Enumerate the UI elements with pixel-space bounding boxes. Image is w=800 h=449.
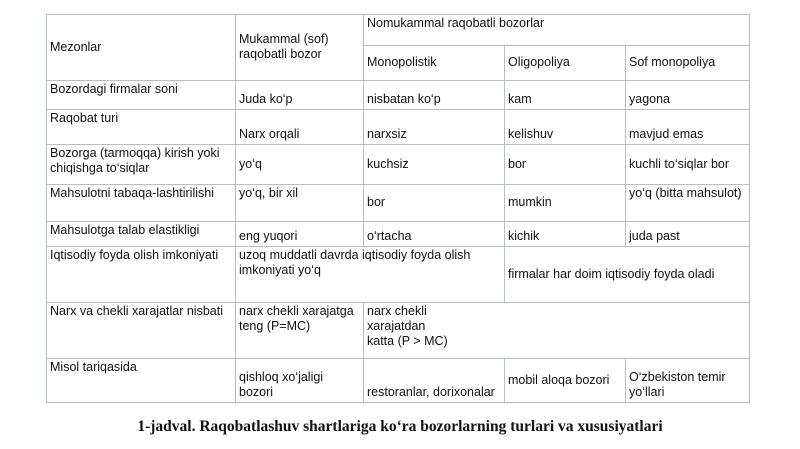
cell-pure-monopoly: yo‘q (bitta mahsulot) bbox=[626, 185, 750, 222]
cell-oligopoly: bor bbox=[505, 145, 626, 185]
row-criterion: Bozorga (tarmoqqa) kirish yoki chiqishga to‘siqlar bbox=[47, 145, 236, 185]
cell-oligopoly: kelishuv bbox=[505, 110, 626, 145]
market-types-table-container bbox=[46, 14, 749, 403]
cell-monopolistic: kuchsiz bbox=[364, 145, 505, 185]
cell-pure-monopoly: juda past bbox=[626, 222, 750, 247]
cell-oligopoly: kam bbox=[505, 81, 626, 110]
table-caption: 1-jadval. Raqobatlashuv shartlariga ko‘ra bozorlarning turlari va xususiyatlari bbox=[137, 418, 663, 435]
cell-monopolistic: nisbatan ko‘p bbox=[364, 81, 505, 110]
cell-monopolistic: o‘rtacha bbox=[364, 222, 505, 247]
cell-pure-monopoly: O‘zbekiston temir yo‘llari bbox=[626, 359, 750, 403]
header-pure-monopoly: Sof monopoliya bbox=[626, 46, 750, 81]
header-oligopoly: Oligopoliya bbox=[505, 46, 626, 81]
table-row bbox=[47, 222, 750, 247]
cell-monopolistic: bor bbox=[364, 185, 505, 222]
cell-pure-monopoly: yagona bbox=[626, 81, 750, 110]
cell-imperfect-merged: firmalar har doim iqtisodiy foyda oladi bbox=[505, 247, 750, 303]
cell-pure-monopoly: kuchli to‘siqlar bor bbox=[626, 145, 750, 185]
header-imperfect-competition: Nomukammal raqobatli bozorlar bbox=[364, 15, 750, 46]
header-criteria: Mezonlar bbox=[47, 15, 236, 81]
table-row bbox=[47, 359, 750, 403]
table-row bbox=[47, 247, 750, 303]
cell-perfect: qishloq xo‘jaligi bozori bbox=[236, 359, 364, 403]
cell-oligopoly: mobil aloqa bozori bbox=[505, 359, 626, 403]
header-row-1 bbox=[47, 15, 750, 46]
table-row bbox=[47, 303, 750, 359]
row-criterion: Misol tariqasida bbox=[47, 359, 236, 403]
market-types-table bbox=[46, 14, 750, 403]
table-row bbox=[47, 185, 750, 222]
table-row bbox=[47, 110, 750, 145]
cell-monopolistic: narxsiz bbox=[364, 110, 505, 145]
cell-perfect: narx chekli xarajatga teng (P=MC) bbox=[236, 303, 364, 359]
row-criterion: Narx va chekli xarajatlar nisbati bbox=[47, 303, 236, 359]
cell-oligopoly: kichik bbox=[505, 222, 626, 247]
row-criterion: Mahsulotni tabaqa-lashtirilishi bbox=[47, 185, 236, 222]
header-perfect-competition: Mukammal (sof) raqobatli bozor bbox=[236, 15, 364, 81]
cell-monopolistic: restoranlar, dorixonalar bbox=[364, 359, 505, 403]
row-criterion: Bozordagi firmalar soni bbox=[47, 81, 236, 110]
cell-pure-monopoly: mavjud emas bbox=[626, 110, 750, 145]
cell-perfect: Narx orqali bbox=[236, 110, 364, 145]
cell-imperfect-merged: narx chekli xarajatdan katta (P > MC) bbox=[364, 303, 750, 359]
cell-perfect: eng yuqori bbox=[236, 222, 364, 247]
table-row bbox=[47, 81, 750, 110]
cell-perfect: yo‘q bbox=[236, 145, 364, 185]
header-monopolistic: Monopolistik bbox=[364, 46, 505, 81]
row-criterion: Iqtisodiy foyda olish imkoniyati bbox=[47, 247, 236, 303]
cell-oligopoly: mumkin bbox=[505, 185, 626, 222]
table-row bbox=[47, 145, 750, 185]
row-criterion: Raqobat turi bbox=[47, 110, 236, 145]
cell-perfect: Juda ko‘p bbox=[236, 81, 364, 110]
cell-perfect: yo‘q, bir xil bbox=[236, 185, 364, 222]
cell-perfect: uzoq muddatli davrda iqtisodiy foyda olish imkoniyati yo‘q bbox=[236, 247, 505, 303]
row-criterion: Mahsulotga talab elastikligi bbox=[47, 222, 236, 247]
